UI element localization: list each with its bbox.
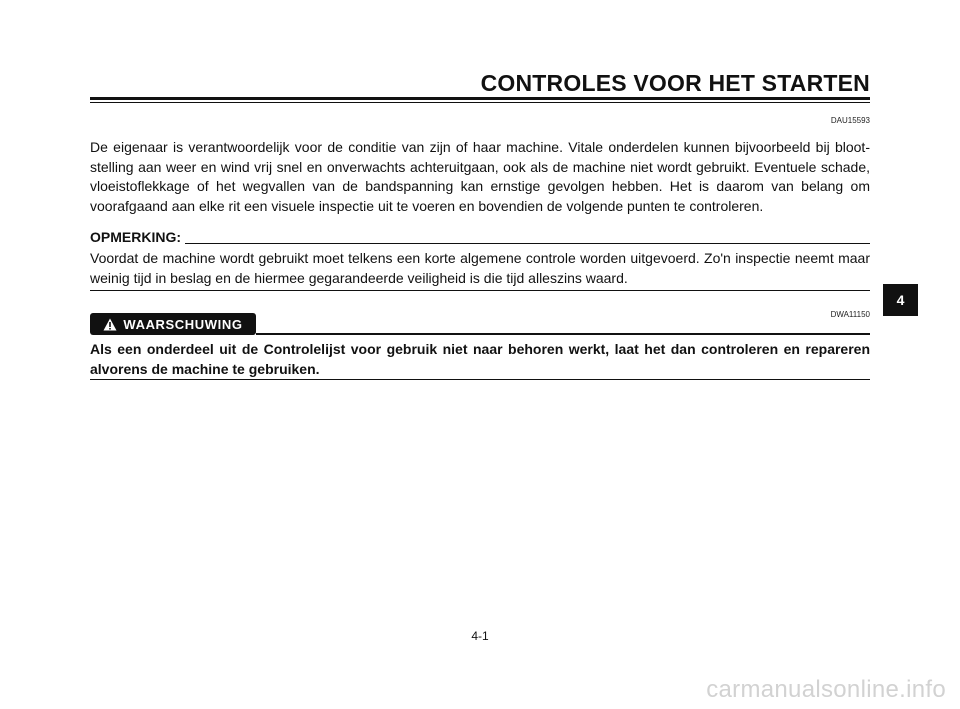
warning-banner xyxy=(90,313,256,335)
note-heading: OPMERKING: xyxy=(90,229,181,245)
warning-rule xyxy=(256,333,870,335)
page-number: 4-1 xyxy=(471,629,489,643)
warning-code: DWA11150 xyxy=(830,310,870,319)
intro-paragraph: De eigenaar is verantwoordelijk voor de conditie van zijn of haar machine. Vitale onderdelen kunnen bijvoorbeeld bij blootstelling aan weer en wind vrij snel en onverwachts achteruitgaan, ook als de machine niet wordt gebruikt. Eventuele schade, vloeistoflekkage of het wegvallen van de bandspanning kan ernstige gevolgen hebben. Het is daarom van belang om voorafgaand aan elke rit een visuele inspectie uit te voeren en bovendien de volgende punten te controleren. xyxy=(90,139,870,214)
chapter-tab: 4 xyxy=(883,284,918,316)
note-paragraph: Voordat de machine wordt gebruikt moet telkens een korte algemene controle worden uitgevoerd. Zo'n inspectie neemt maar weinig tijd in beslag en de hiermee gegarandeerde veiligheid is die tijd alleszins waard. xyxy=(90,250,870,286)
title-rule-thin xyxy=(90,102,870,103)
warning-label: WAARSCHUWING xyxy=(123,316,243,332)
section-code: DAU15593 xyxy=(830,116,870,125)
page-title: CONTROLES VOOR HET STARTEN xyxy=(480,70,870,96)
note-heading-rule xyxy=(185,243,870,244)
warning-triangle-icon xyxy=(103,318,117,331)
watermark: carmanualsonline.info xyxy=(706,676,946,703)
warning-end-rule xyxy=(90,379,870,380)
title-rule xyxy=(90,97,870,100)
note-heading-line xyxy=(90,229,870,245)
note-end-rule xyxy=(90,290,870,291)
warning-paragraph: Als een onderdeel uit de Controlelijst voor gebruik niet naar behoren werkt, laat het dan controleren en repareren alvorens de machine te gebruiken. xyxy=(90,341,870,377)
